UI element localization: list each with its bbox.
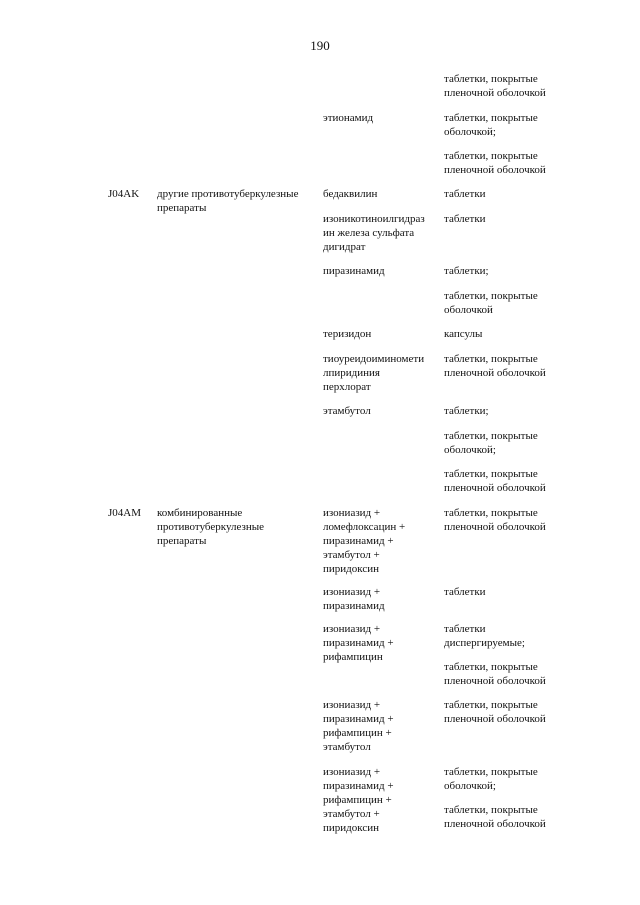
drug-name: тиоуреидоиминомети лпиридиния перхлорат xyxy=(323,353,425,393)
dosage-form: таблетки, покрытые оболочкой; xyxy=(444,112,538,138)
drug-name: изониазид + ломефлоксацин + пиразинамид + этамбутол + пиридоксин xyxy=(323,507,406,575)
drug-name: изоникотиноилгидраз ин железа сульфата дигидрат xyxy=(323,213,425,253)
dosage-form: таблетки диспергируемые; xyxy=(444,623,525,649)
page-number: 190 xyxy=(310,38,330,53)
dosage-form: таблетки, покрытые пленочной оболочкой xyxy=(444,73,546,99)
atc-group-name: другие противотуберкулезные препараты xyxy=(157,188,299,214)
dosage-form: таблетки; xyxy=(444,265,489,277)
dosage-form: таблетки, покрытые пленочной оболочкой xyxy=(444,699,546,725)
drug-name: изониазид + пиразинамид + рифампицин + этамбутол xyxy=(323,699,394,753)
atc-code: J04AM xyxy=(108,507,142,519)
dosage-form: таблетки xyxy=(444,188,486,200)
dosage-form: таблетки, покрытые оболочкой; xyxy=(444,430,538,456)
dosage-form: таблетки, покрытые пленочной оболочкой xyxy=(444,150,546,176)
drug-name: теризидон xyxy=(323,328,372,340)
dosage-form: таблетки, покрытые пленочной оболочкой xyxy=(444,507,546,533)
drug-name: этионамид xyxy=(323,112,374,124)
dosage-form: таблетки, покрытые оболочкой xyxy=(444,290,538,316)
drug-name: этамбутол xyxy=(323,405,371,417)
dosage-form: таблетки, покрытые пленочной оболочкой xyxy=(444,353,546,379)
dosage-form: таблетки, покрытые оболочкой; xyxy=(444,766,538,792)
drug-name: бедаквилин xyxy=(323,188,378,200)
dosage-form: таблетки; xyxy=(444,405,489,417)
dosage-form: таблетки, покрытые пленочной оболочкой xyxy=(444,468,546,494)
drug-name: изониазид + пиразинамид xyxy=(323,586,385,612)
atc-code: J04AK xyxy=(108,188,140,200)
dosage-form: таблетки xyxy=(444,586,486,598)
dosage-form: таблетки, покрытые пленочной оболочкой xyxy=(444,661,546,687)
atc-group-name: комбинированные противотуберкулезные препараты xyxy=(157,507,264,547)
dosage-form: таблетки, покрытые пленочной оболочкой xyxy=(444,804,546,830)
drug-name: изониазид + пиразинамид + рифампицин + этамбутол + пиридоксин xyxy=(323,766,394,834)
drug-name: изониазид + пиразинамид + рифампицин xyxy=(323,623,394,663)
dosage-form: капсулы xyxy=(444,328,483,340)
drug-name: пиразинамид xyxy=(323,265,385,277)
dosage-form: таблетки xyxy=(444,213,486,225)
